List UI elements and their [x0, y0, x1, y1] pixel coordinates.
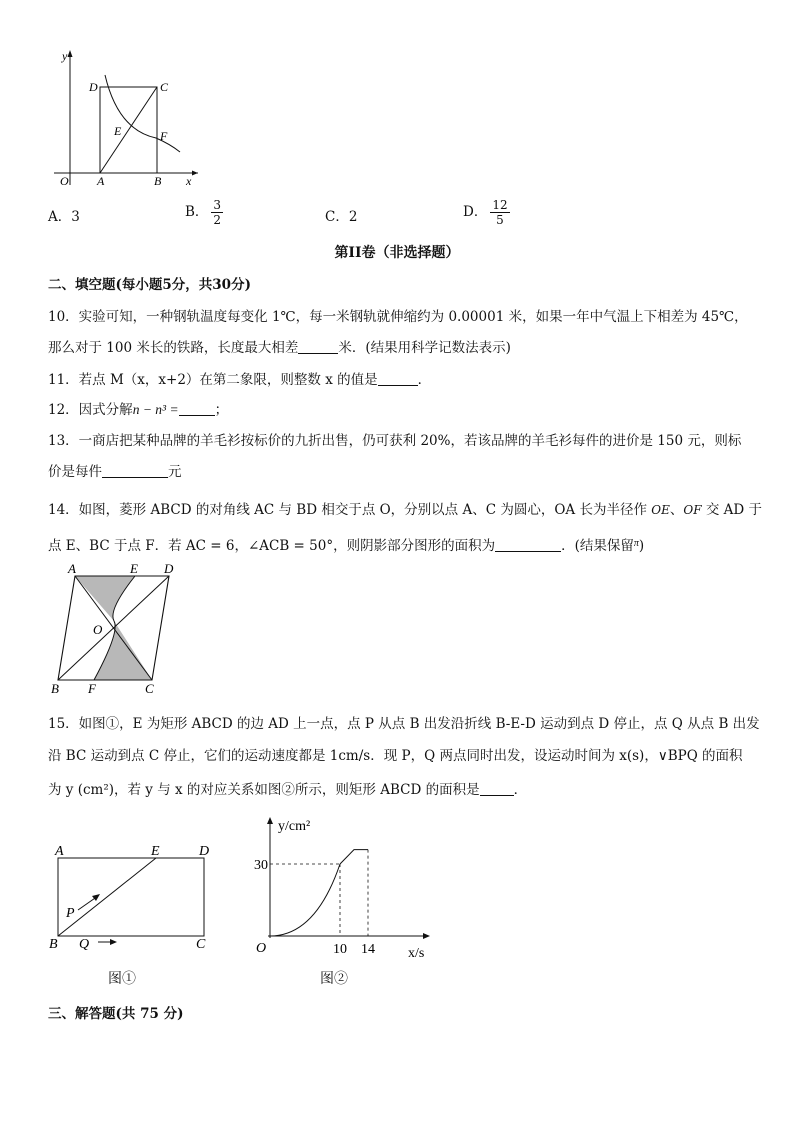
option-a[interactable] — [48, 205, 80, 225]
x-label: x — [186, 174, 192, 188]
q-arrow-head — [110, 939, 117, 945]
option-d-letter: D． — [463, 204, 488, 220]
chart-ylabel: y/cm² — [278, 819, 311, 834]
label-A: A — [68, 562, 76, 576]
q15-area-chart — [250, 812, 440, 962]
q10-line2: 那么对于 100 米长的铁路，长度最大相差 米．(结果用科学记数法表示) — [48, 340, 511, 356]
point-B-label: B — [154, 174, 162, 188]
q12-line: 12．因式分解n − n³ = ； — [48, 402, 229, 418]
label-D: D — [164, 562, 174, 576]
label-D: D — [199, 844, 210, 859]
figure1-caption: 图① — [108, 971, 136, 987]
label-B: B — [49, 937, 58, 952]
option-a-letter: A． — [48, 209, 72, 225]
option-c[interactable] — [325, 205, 357, 225]
q11-line: 11．若点 M（x，x+2）在第二象限，则整数 x 的值是 ． — [48, 372, 432, 388]
point-D-label: D — [89, 80, 98, 94]
q14-rhombus-figure — [48, 562, 188, 697]
point-A-label: A — [97, 174, 105, 188]
series-linear-segment — [340, 850, 368, 864]
q12-expression: n − n³ = — [132, 402, 179, 417]
label-P: P — [66, 906, 75, 921]
option-b-fraction: $\frac{3}{2}$ — [213, 198, 222, 227]
q13-line1: 13．一商店把某种品牌的羊毛衫按标价的九折出售，仍可获利 20%，若该品牌的羊毛衫每件的进价是 150 元，则标 — [48, 433, 742, 449]
q15-answer-blank[interactable] — [480, 783, 514, 796]
label-O: O — [93, 622, 103, 637]
section2-title: 第II卷（非选择题） — [334, 245, 460, 261]
label-Q: Q — [79, 937, 90, 952]
fill-section-header: 二、填空题(每小题5分，共30分) — [48, 277, 251, 293]
chart-xlabel: x/s — [408, 946, 425, 961]
segment-BE — [58, 858, 156, 936]
q14-answer-blank[interactable] — [495, 539, 561, 552]
diagonal-AC — [100, 87, 157, 173]
q10-line1: 10．实验可知，一种钢轨温度每变化 1℃，每一米钢轨就伸缩约为 0.00001 米，如果一年中气温上下相差为 45℃， — [48, 309, 748, 325]
point-C-label: C — [160, 80, 169, 94]
figure2-caption: 图② — [320, 971, 348, 987]
q14-line1: 14．如图，菱形 ABCD 的对角线 AC 与 BD 相交于点 O，分别以点 A、C 为圆心，OA 长为半径作 OE、OF 交 AD 于 — [48, 502, 762, 518]
q14-line2: 点 E、BC 于点 F．若 AC = 6，∠ACB = 50°，则阴影部分图形的面积为 ．(结果保留$^\pi$) — [48, 538, 645, 554]
q11-answer-blank[interactable] — [378, 373, 418, 386]
x-axis-arrow — [192, 171, 198, 176]
lower-shaded-region — [94, 621, 152, 680]
answer-section-header: 三、解答题(共 75 分) — [48, 1006, 184, 1022]
point-E-label: E — [114, 124, 122, 138]
q13-answer-blank[interactable] — [102, 465, 168, 478]
option-c-letter: C． — [325, 209, 349, 225]
chart-x-arrow — [423, 933, 430, 939]
label-F: F — [88, 681, 96, 696]
x-tick-10: 10 — [333, 942, 347, 957]
x-tick-14: 14 — [361, 942, 375, 957]
q9-hyperbola-figure — [48, 40, 208, 190]
q10-answer-blank[interactable] — [298, 341, 338, 354]
arc-OF-symbol: OF — [683, 503, 702, 517]
chart-origin: O — [256, 941, 267, 956]
origin-label: O — [60, 174, 69, 188]
q15-line3: 为 y (cm²)，若 y 与 x 的对应关系如图②所示，则矩形 ABCD 的面积是 ． — [48, 782, 528, 798]
label-E: E — [151, 844, 160, 859]
label-E: E — [130, 562, 138, 576]
series-curve-segment — [270, 864, 340, 936]
option-b[interactable] — [185, 198, 223, 227]
label-A: A — [55, 844, 64, 859]
point-F-label: F — [160, 129, 168, 143]
label-B: B — [51, 681, 59, 696]
option-c-value: 2 — [348, 209, 358, 225]
q15-line2: 沿 BC 运动到点 C 停止，它们的运动速度都是 1cm/s．现 P，Q 两点同时出发，设运动时间为 x(s)，∨BPQ 的面积 — [48, 748, 743, 764]
q15-rectangle-figure — [46, 838, 221, 958]
q15-line1: 15．如图①，E 为矩形 ABCD 的边 AD 上一点，点 P 从点 B 出发沿折线 B-E-D 运动到点 D 停止，点 Q 从点 B 出发 — [48, 716, 760, 732]
option-a-value: 3 — [71, 209, 80, 225]
upper-shaded-region — [75, 576, 135, 621]
option-d-fraction: $\frac{12}{5}$ — [492, 198, 508, 227]
q12-answer-blank[interactable] — [179, 403, 215, 416]
option-b-letter: B． — [185, 204, 209, 220]
y-axis-arrow — [68, 50, 73, 57]
label-C: C — [196, 937, 206, 952]
y-tick-30: 30 — [254, 858, 268, 873]
pi-symbol: π — [633, 538, 639, 549]
option-d[interactable] — [463, 198, 510, 227]
rectangle-ABCD — [58, 858, 204, 936]
q13-line2: 价是每件 元 — [48, 464, 182, 480]
label-C: C — [145, 681, 154, 696]
chart-y-arrow — [267, 817, 273, 824]
arc-OE-symbol: OE — [651, 503, 670, 517]
y-label: y — [62, 49, 68, 63]
